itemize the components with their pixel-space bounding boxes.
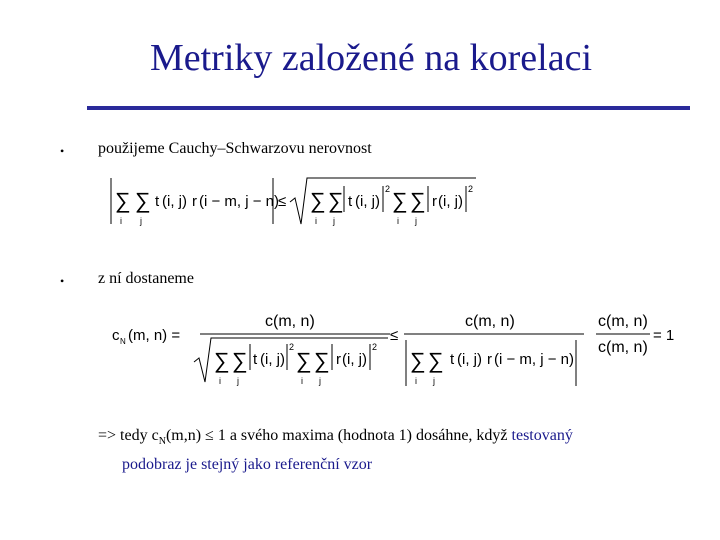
formula1-r-args: (i − m, j − n) xyxy=(199,193,280,210)
formula1-rhs-t: t xyxy=(348,193,353,210)
svg-text:j: j xyxy=(333,216,335,226)
formula1-sum-j: ∑ xyxy=(135,188,151,213)
svg-text:t: t xyxy=(450,351,455,368)
svg-text:∑: ∑ xyxy=(392,188,408,213)
svg-text:i: i xyxy=(397,216,399,226)
svg-text:(i − m, j − n): (i − m, j − n) xyxy=(494,351,575,368)
formula1-rhs-r: r xyxy=(432,193,437,210)
svg-text:r: r xyxy=(336,351,341,368)
svg-text:∑: ∑ xyxy=(310,188,326,213)
svg-text:∑: ∑ xyxy=(428,348,444,373)
formula1-t-args: (i, j) xyxy=(162,193,187,210)
svg-text:∑: ∑ xyxy=(328,188,344,213)
title-divider xyxy=(87,106,690,110)
formula1-t: t xyxy=(155,193,160,210)
conclusion-text xyxy=(98,424,698,476)
formula2-leq: ≤ xyxy=(390,327,399,344)
svg-text:(i, j): (i, j) xyxy=(260,351,285,368)
svg-text:2: 2 xyxy=(385,184,391,194)
slide-title: Metriky založené na korelaci xyxy=(149,37,593,79)
svg-text:∑: ∑ xyxy=(410,348,426,373)
svg-text:i: i xyxy=(301,376,303,386)
conclusion-line-2: podobraz je stejný jako referenční vzor xyxy=(122,456,373,474)
svg-text:∑: ∑ xyxy=(214,348,230,373)
formula2-numerator-3: c(m, n) xyxy=(598,313,648,330)
formula1-sub-i: i xyxy=(120,216,122,226)
svg-text:(i, j): (i, j) xyxy=(457,351,482,368)
formula2-numerator-2: c(m, n) xyxy=(465,313,515,330)
svg-text:i: i xyxy=(219,376,221,386)
formula2-cN: c xyxy=(112,327,120,344)
svg-text:(i, j): (i, j) xyxy=(342,351,367,368)
formula-cauchy-schwarz xyxy=(106,172,486,239)
svg-text:∑: ∑ xyxy=(296,348,312,373)
svg-text:2: 2 xyxy=(289,342,295,352)
svg-text:j: j xyxy=(415,216,417,226)
svg-text:t: t xyxy=(253,351,258,368)
svg-text:i: i xyxy=(415,376,417,386)
conclusion-line-1: => tedy $c_N(m,n) \le 1$ a svého maxima (hodnota 1) dosáhne, když testovaný xyxy=(98,427,573,448)
svg-text:j: j xyxy=(433,376,435,386)
bullet-text-cauchy-schwarz: použijeme Cauchy–Schwarzovu nerovnost xyxy=(98,140,372,157)
svg-text:j: j xyxy=(237,376,239,386)
svg-text:∑: ∑ xyxy=(232,348,248,373)
conclusion-highlight: testovaný xyxy=(507,427,573,444)
svg-text:j: j xyxy=(319,376,321,386)
formula2-numerator-1: c(m, n) xyxy=(265,313,315,330)
formula1-r: r xyxy=(192,193,197,210)
formula2-equals-one: = 1 xyxy=(653,327,675,344)
formula2-lhs-args: (m, n) = xyxy=(128,327,181,344)
formula1-sum-i: ∑ xyxy=(115,188,131,213)
svg-text:i: i xyxy=(315,216,317,226)
formula2-denominator-3: c(m, n) xyxy=(598,339,648,356)
svg-text:N: N xyxy=(120,337,126,346)
svg-text:2: 2 xyxy=(468,184,474,194)
svg-text:2: 2 xyxy=(372,342,378,352)
bullet-marker-1: • xyxy=(60,144,65,158)
bullet-text-z-ni-dostaneme: z ní dostaneme xyxy=(98,270,194,287)
svg-text:(i, j): (i, j) xyxy=(355,193,380,210)
formula1-sub-j: j xyxy=(140,216,142,226)
svg-text:∑: ∑ xyxy=(314,348,330,373)
bullet-marker-2: • xyxy=(60,274,65,288)
svg-text:r: r xyxy=(487,351,492,368)
formula1-leq: ≤ xyxy=(278,193,287,210)
svg-text:∑: ∑ xyxy=(410,188,426,213)
svg-text:(i, j): (i, j) xyxy=(438,193,463,210)
formula-normalized-correlation xyxy=(110,300,690,397)
